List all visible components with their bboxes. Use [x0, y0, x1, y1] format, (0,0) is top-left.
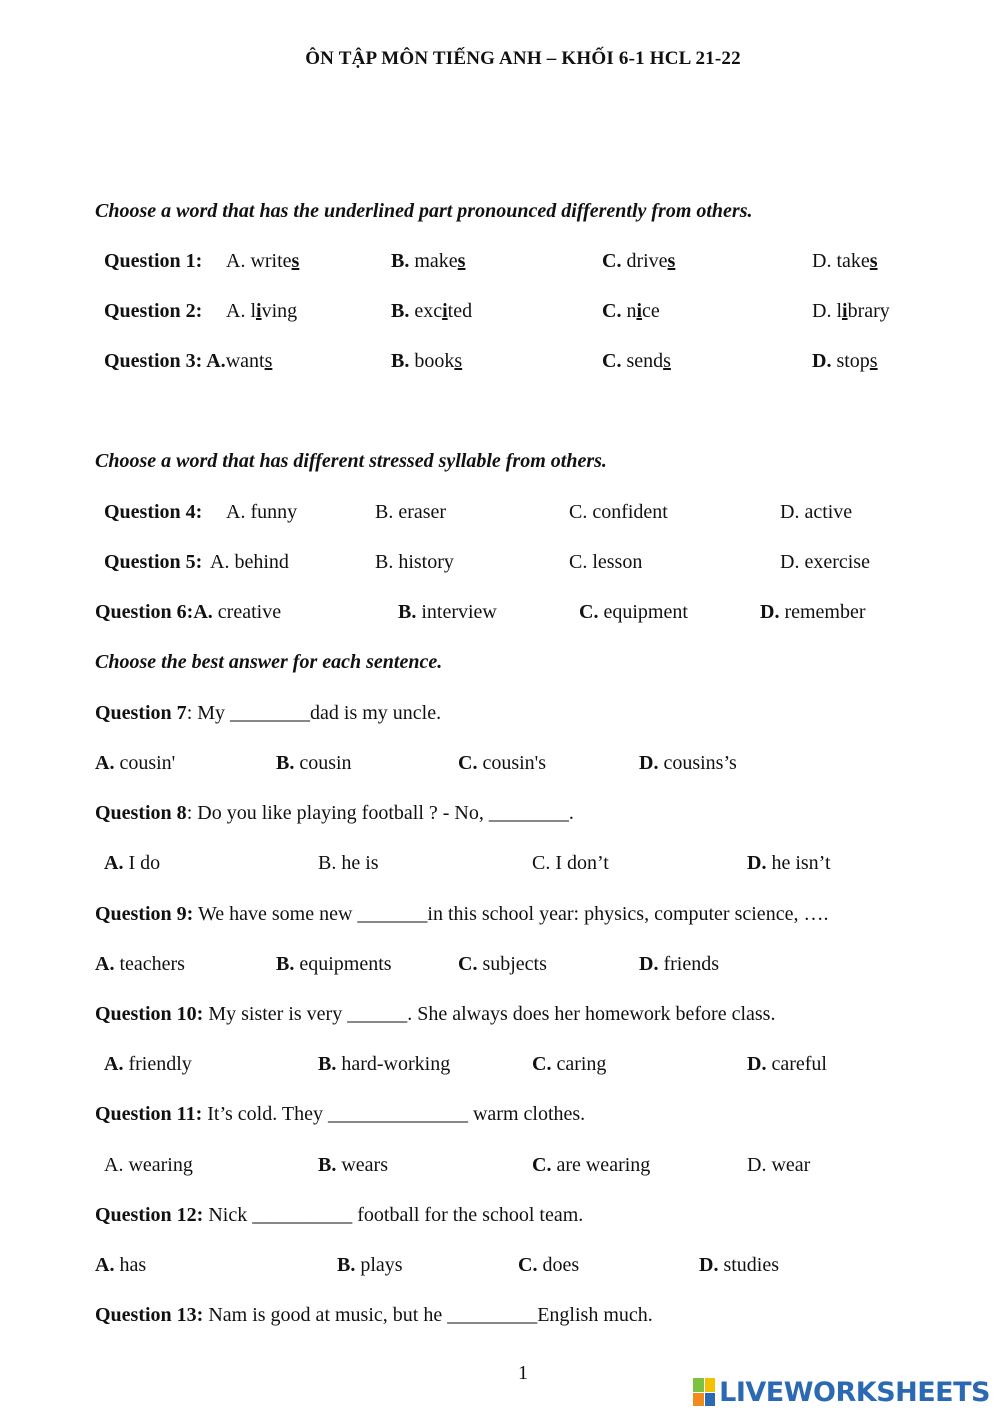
liveworksheets-logo-icon [693, 1378, 715, 1406]
option-c[interactable]: C. are wearing [532, 1154, 651, 1176]
option-b[interactable]: B. wears [318, 1154, 388, 1176]
question-stem: Question 8: Do you like playing football ? - No, ________. [95, 802, 574, 824]
option-c[interactable]: C. equipment [579, 601, 688, 623]
option-c[interactable]: C. drives [602, 250, 676, 272]
question-4 [0, 497, 1000, 527]
option-b[interactable]: B. equipments [276, 953, 392, 975]
option-d[interactable]: D. friends [639, 953, 719, 975]
option-c[interactable]: C. confident [569, 501, 668, 523]
option-c[interactable]: C. does [518, 1254, 580, 1276]
question-8-options [0, 848, 1000, 878]
option-c[interactable]: C. caring [532, 1053, 607, 1075]
option-b[interactable]: B. he is [318, 852, 379, 874]
option-b[interactable]: B. hard-working [318, 1053, 451, 1075]
question-10-options [0, 1049, 1000, 1079]
question-3 [0, 346, 1000, 376]
option-b[interactable]: B. makes [391, 250, 466, 272]
option-d[interactable]: D. wear [747, 1154, 811, 1176]
question-9-options [0, 949, 1000, 979]
question-13 [0, 1300, 1000, 1330]
question-10 [0, 999, 1000, 1029]
question-1 [0, 246, 1000, 276]
option-c[interactable]: C. lesson [569, 551, 643, 573]
question-label: Question 5: [104, 551, 203, 573]
question-6 [0, 597, 1000, 627]
question-12 [0, 1200, 1000, 1230]
option-c[interactable]: C. subjects [458, 953, 547, 975]
question-stem: Question 9: We have some new _______in this school year: physics, computer science, …. [95, 903, 829, 925]
liveworksheets-logo [693, 1375, 990, 1409]
option-a[interactable]: A. teachers [95, 953, 185, 975]
section-heading-pronunciation: Choose a word that has the underlined part pronounced differently from others. [95, 200, 753, 222]
option-a[interactable]: Question 6:A. creative [95, 601, 282, 623]
option-a[interactable]: A. has [95, 1254, 147, 1276]
option-c[interactable]: C. sends [602, 350, 671, 372]
option-d[interactable]: D. takes [812, 250, 878, 272]
question-7 [0, 698, 1000, 728]
option-a[interactable]: A. friendly [104, 1053, 192, 1075]
option-b[interactable]: B. excited [391, 300, 473, 322]
option-b[interactable]: B. history [375, 551, 454, 573]
page-title: ÔN TẬP MÔN TIẾNG ANH – KHỐI 6-1 HCL 21-22 [305, 48, 741, 69]
option-d[interactable]: D. he isn’t [747, 852, 831, 874]
section-heading-stress: Choose a word that has different stressed syllable from others. [95, 450, 607, 472]
logo-text: LIVEWORKSHEETS [719, 1376, 990, 1408]
question-9 [0, 899, 1000, 929]
option-d[interactable]: D. exercise [780, 551, 870, 573]
option-d[interactable]: D. library [812, 300, 890, 322]
question-stem: Question 13: Nam is good at music, but he _________English much. [95, 1304, 653, 1326]
question-stem: Question 11: It’s cold. They ______________ warm clothes. [95, 1103, 586, 1125]
section-heading-best-answer: Choose the best answer for each sentence. [95, 651, 443, 673]
question-stem: Question 7: My ________dad is my uncle. [95, 702, 442, 724]
option-c[interactable]: C. nice [602, 300, 660, 322]
question-2 [0, 296, 1000, 326]
question-7-options [0, 748, 1000, 778]
option-d[interactable]: D. careful [747, 1053, 827, 1075]
option-a[interactable]: A. behind [210, 551, 289, 573]
option-d[interactable]: D. remember [760, 601, 866, 623]
option-d[interactable]: D. studies [699, 1254, 780, 1276]
question-label: Question 1: [104, 250, 203, 272]
option-b[interactable]: B. books [391, 350, 463, 372]
question-11 [0, 1099, 1000, 1129]
option-a[interactable]: A. wearing [104, 1154, 193, 1176]
question-12-options [0, 1250, 1000, 1280]
question-stem: Question 12: Nick __________ football for the school team. [95, 1204, 584, 1226]
option-d[interactable]: D. active [780, 501, 853, 523]
option-a[interactable]: A. I do [104, 852, 161, 874]
option-b[interactable]: B. interview [398, 601, 497, 623]
option-c[interactable]: C. I don’t [532, 852, 609, 874]
question-11-options [0, 1150, 1000, 1180]
question-label: Question 4: [104, 501, 203, 523]
question-stem: Question 10: My sister is very ______. She always does her homework before class. [95, 1003, 776, 1025]
option-a[interactable]: Question 3: A.wants [104, 350, 273, 372]
option-a[interactable]: A. cousin' [95, 752, 176, 774]
option-d[interactable]: D. cousins’s [639, 752, 737, 774]
option-b[interactable]: B. cousin [276, 752, 352, 774]
question-8 [0, 798, 1000, 828]
option-a[interactable]: A. writes [226, 250, 300, 272]
option-a[interactable]: A. living [226, 300, 298, 322]
option-c[interactable]: C. cousin's [458, 752, 547, 774]
option-b[interactable]: B. eraser [375, 501, 447, 523]
question-5 [0, 547, 1000, 577]
question-label: Question 2: [104, 300, 203, 322]
option-a[interactable]: A. funny [226, 501, 298, 523]
option-b[interactable]: B. plays [337, 1254, 403, 1276]
option-d[interactable]: D. stops [812, 350, 878, 372]
page-number: 1 [518, 1362, 528, 1384]
